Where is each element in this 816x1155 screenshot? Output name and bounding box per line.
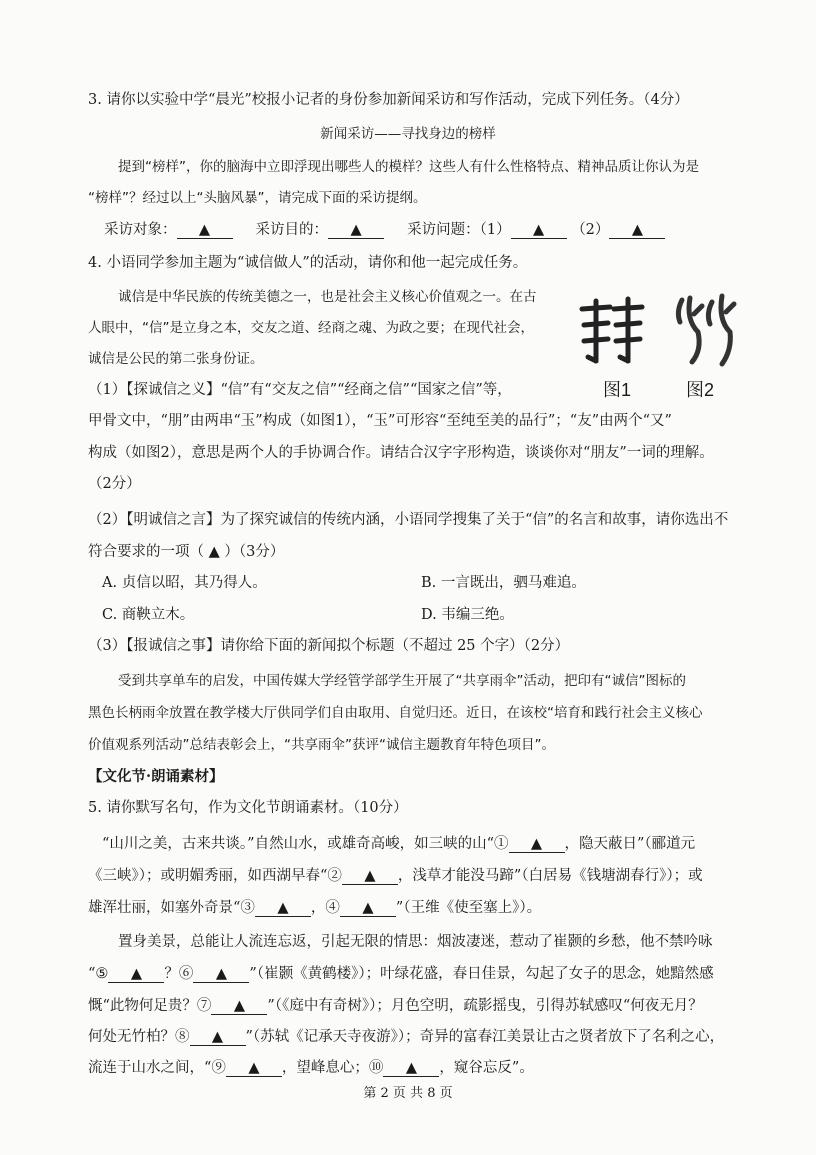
q4-sub1-line2: 甲骨文中，“朋”由两串“玉”构成（如图1），“玉”可形容“至纯至美的品行”；“友”由两个“又” [88,413,672,429]
q5-text: ”（苏轼《记承天寺夜游》）；奇异的富春江美景让古之贤者放下了名利之心， [245,1029,725,1045]
figure-1-caption: 图1 [603,380,632,400]
q5-line-2 [88,866,703,886]
q5-line-3 [88,898,541,918]
q5-text: 《三峡》）；或明媚秀丽，如西湖早春“② [88,868,342,884]
q4-intro-1: 诚信是中华民族的传统美德之一，也是社会主义核心价值观之一。在古 [118,289,537,305]
answer-blank[interactable]: ▲ [609,222,665,239]
answer-blank-9[interactable]: ▲ [226,1060,282,1077]
page-number: 第 2 页 共 8 页 [363,1086,453,1101]
q3-para1: 提到“榜样”，你的脑海中立即浮现出哪些人的模样？这些人有什么性格特点、精神品质让你认为是 [118,159,699,175]
q5-text: 流连于山水之间，“⑨ [88,1060,226,1076]
option-d[interactable]: D. 韦编三绝。 [421,607,514,623]
section-heading: 【文化节·朗诵素材】 [88,768,224,785]
q3-interview-line [104,220,665,240]
figure-1-peng-glyph [578,295,648,367]
q5-text: 慨“此物何足贵？⑦ [88,998,212,1014]
q5-line-7 [88,1027,724,1047]
q4-sub1-line3: 构成（如图2），意思是两个人的手协调合作。请结合汉字字形构造，谈谈你对“朋友”一词的理解。 [88,445,714,461]
news-line-1: 受到共享单车的启发，中国传媒大学经管学部学生开展了“共享雨伞”活动，把印有“诚信”图标的 [118,673,686,689]
answer-blank-2[interactable]: ▲ [342,868,398,885]
q5-text: ”（崔颢《黄鹤楼》）；叶绿花盛，春日佳景，勾起了女子的思念，她黯然感 [249,966,714,982]
answer-blank-6[interactable]: ▲ [193,966,249,983]
answer-blank-3[interactable]: ▲ [255,900,311,917]
answer-blank-1[interactable]: ▲ [509,836,565,853]
figure-2-caption: 图2 [686,380,715,400]
q4-prompt: 4. 小语同学参加主题为“诚信做人”的活动，请你和他一起完成任务。 [88,255,528,271]
q4-sub2-line2: 符合要求的一项（ ▲ ）（3分） [88,544,285,560]
q5-text: ，望峰息心；⑩ [281,1060,384,1076]
q5-prompt: 5. 请你默写名句，作为文化节朗诵素材。（10分） [88,800,408,816]
q5-line-6 [88,996,703,1016]
news-line-2: 黑色长柄雨伞放置在教学楼大厅供同学们自由取用、自觉归还。近日，在该校“培育和践行社会主义核心 [88,705,703,721]
q4-sub1-line1: （1）【探诚信之义】“信”有“交友之信”“经商之信”“国家之信”等， [88,382,512,398]
q5-text: ，隐天蔽日”（郦道元 [564,836,696,852]
q5-text: ，浅草才能没马蹄”（白居易《钱塘湖春行》）；或 [397,868,703,884]
q5-text: 雄浑壮丽，如塞外奇景“③ [88,900,255,916]
news-line-3: 价值观系列活动”总结表彰会上，“共享雨伞”获评“诚信主题教育年特色项目”。 [88,737,555,753]
option-a[interactable]: A. 贞信以昭，其乃得人。 [102,575,267,591]
answer-blank-8[interactable]: ▲ [190,1029,246,1046]
q5-line-1 [102,834,695,854]
answer-blank-10[interactable]: ▲ [383,1060,439,1077]
q5-line-4: 置身美景，总能让人流连忘返，引起无限的情思：烟波凄迷，惹动了崔颢的乡愁，他不禁吟咏 [118,934,713,950]
q4-intro-3: 诚信是公民的第二张身份证。 [88,351,264,367]
answer-blank-5[interactable]: ▲ [108,966,164,983]
q5-text: ”（王维《使至塞上》）。 [395,900,542,916]
q3-subtitle: 新闻采访——寻找身边的榜样 [320,126,496,142]
q4-sub1-score: （2分） [88,476,141,492]
q5-text: ，④ [310,900,340,916]
q5-text: ，窥谷忘反”。 [439,1060,534,1076]
q3-para2: “榜样”？经过以上“头脑风暴”，请完成下面的采访提纲。 [88,190,427,206]
q4-sub3: （3）【报诚信之事】请你给下面的新闻拟个标题（不超过 25 个字）（2分） [88,638,570,654]
answer-blank[interactable]: ▲ [328,222,384,239]
q5-line-8 [88,1058,534,1078]
answer-blank[interactable]: ▲ [511,222,567,239]
option-c[interactable]: C. 商鞅立木。 [102,607,195,623]
q5-line-5 [88,964,714,984]
interview-questions-label: 采访问题：（1） [407,222,511,238]
q4-intro-2: 人眼中，“信”是立身之本，交友之道、经商之魂、为政之要；在现代社会， [88,320,534,336]
q3-prompt: 3. 请你以实验中学“晨光”校报小记者的身份参加新闻采访和写作活动，完成下列任务。（4分） [88,92,689,108]
option-b[interactable]: B. 一言既出，驷马难追。 [421,575,586,591]
figure-2-you-glyph [672,292,738,368]
interview-purpose-label: 采访目的： [255,222,329,238]
q5-text: “⑤ [88,966,109,982]
interview-target-label: 采访对象： [104,222,177,238]
question-2-label: （2） [571,222,610,238]
q5-text: ”（《庭中有奇树》）；月色空明，疏影摇曳，引得苏轼感叹“何夜无月？ [267,998,703,1014]
answer-blank[interactable]: ▲ [177,222,233,239]
answer-blank-7[interactable]: ▲ [211,998,267,1015]
q4-sub2-line1: （2）【明诚信之言】为了探究诚信的传统内涵，小语同学搜集了关于“信”的名言和故事，请你选出不 [88,512,729,528]
answer-blank-4[interactable]: ▲ [340,900,396,917]
q5-text: “山川之美，古来共谈。”自然山水，或雄奇高峻，如三峡的山“① [102,836,509,852]
q5-text: 何处无竹柏？⑧ [88,1029,190,1045]
q5-text: ？⑥ [164,966,194,982]
